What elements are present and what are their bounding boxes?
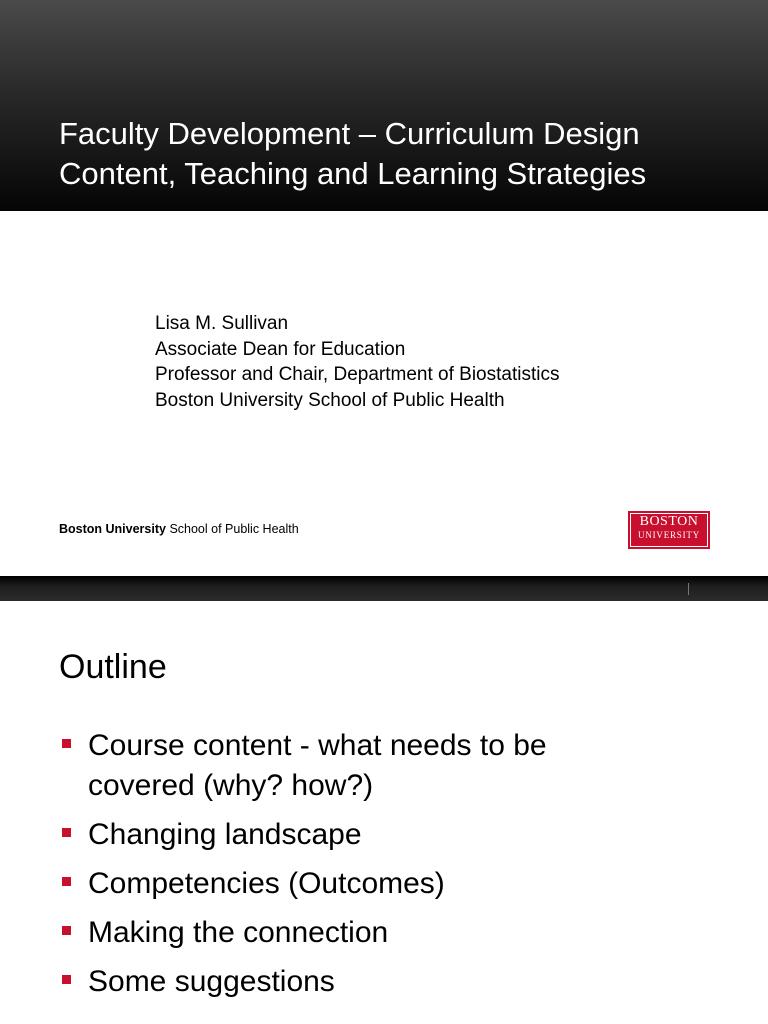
slide-title-line-2: Content, Teaching and Learning Strategies — [59, 156, 647, 191]
divider-tick-mark — [688, 583, 689, 595]
bullet-square-icon — [62, 877, 71, 886]
bullet-text-line: covered (why? how?) — [88, 769, 374, 802]
bullet-text-line: Competencies (Outcomes) — [88, 867, 445, 900]
author-info — [155, 311, 559, 413]
logo-word-university: UNIVERSITY — [638, 530, 700, 540]
author-role-professor: Professor and Chair, Department of Biostatistics — [155, 364, 560, 385]
bullet-text-line: Making the connection — [88, 916, 389, 949]
title-banner — [0, 0, 768, 211]
footer-university: Boston University — [59, 522, 166, 536]
slide-title-line-1: Faculty Development – Curriculum Design — [59, 116, 640, 151]
outline-title: Outline — [59, 648, 167, 686]
boston-university-logo — [628, 511, 710, 549]
logo-word-boston: BOSTON — [639, 514, 699, 529]
bullet-square-icon — [62, 926, 71, 935]
bullet-text-line: Changing landscape — [88, 818, 362, 851]
author-name: Lisa M. Sullivan — [155, 313, 289, 334]
footer-school: School of Public Health — [165, 522, 299, 536]
slide-divider — [0, 576, 768, 601]
footer-affiliation — [59, 522, 299, 536]
bullet-square-icon — [62, 739, 71, 748]
outline-slide — [0, 601, 768, 1024]
bullet-text-line: Course content - what needs to be — [88, 729, 547, 762]
bullet-square-icon — [62, 975, 71, 984]
bullet-square-icon — [62, 828, 71, 837]
author-institution: Boston University School of Public Health — [155, 389, 505, 411]
author-role-dean: Associate Dean for Education — [155, 338, 406, 360]
bullet-text-line: Some suggestions — [88, 965, 335, 998]
